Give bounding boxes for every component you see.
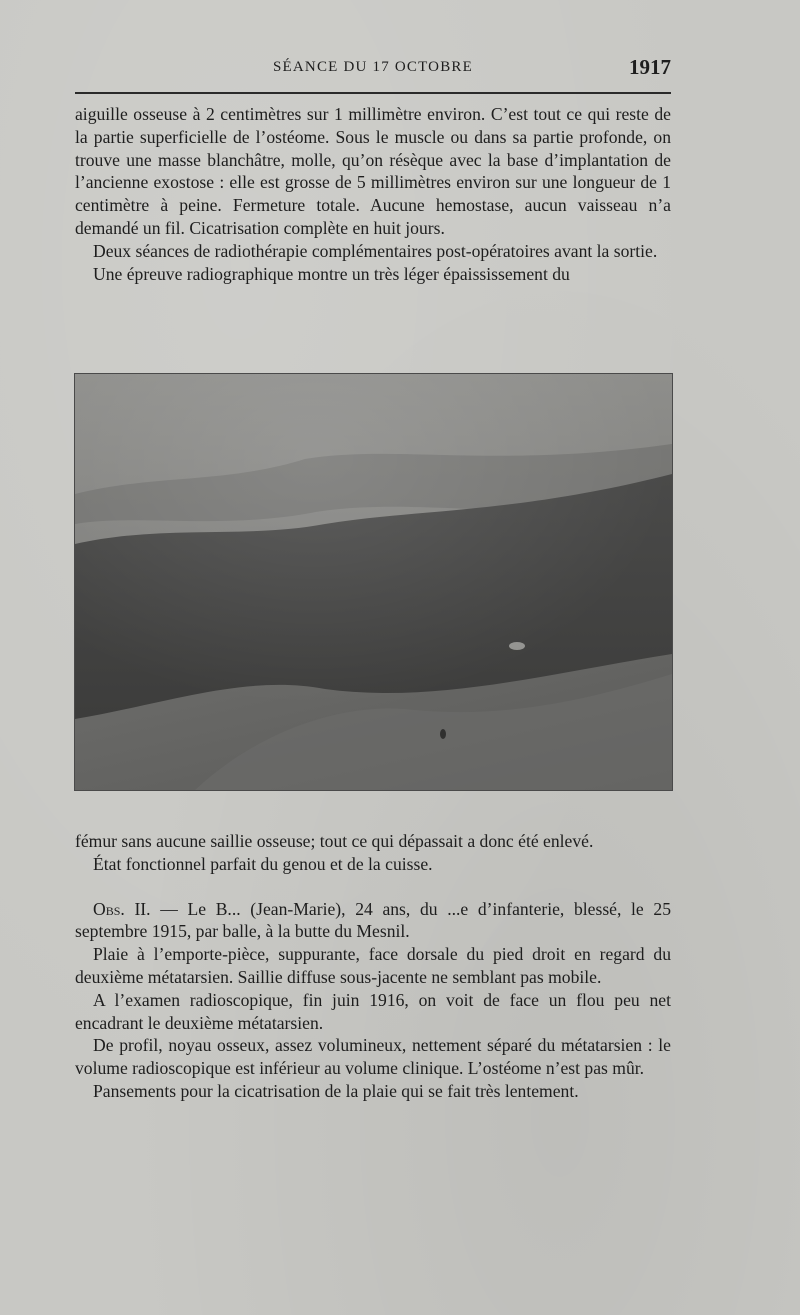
paragraph: Pansements pour la cicatrisation de la plaie qui se fait très lentement.	[93, 1080, 579, 1101]
radiograph-figure	[74, 373, 673, 791]
paragraph: A l’examen radioscopique, fin juin 1916, on voit de face un flou peu net encadrant le deuxième métatarsien.	[75, 989, 671, 1033]
text-block-top	[75, 103, 671, 285]
observation-label: Obs. II.	[93, 898, 151, 919]
radiograph-image	[75, 374, 672, 790]
running-title: SÉANCE DU 17 OCTOBRE	[273, 59, 473, 75]
text-block-bottom	[75, 830, 671, 1103]
paragraph: Une épreuve radiographique montre un très léger épaississement du	[93, 263, 570, 284]
paragraph: aiguille osseuse à 2 centimètres sur 1 millimètre environ. C’est tout ce qui reste de la partie superficielle de l’ostéome. Sous le muscle ou dans sa partie profonde, on trouve une masse blanchâtre, molle, qu’on résèque avec la base d’implantation de l’ancienne exostose : elle est grosse de 5 millimètres environ sur une longueur de 1 centimètre à peine. Fermeture totale. Aucune hemostase, aucun vaisseau n’a demandé un fil. Cicatrisation complète en huit jours.	[75, 104, 671, 238]
paragraph: Plaie à l’emporte-pièce, suppurante, face dorsale du pied droit en regard du deuxième métatarsien. Saillie diffuse sous-jacente ne semblant pas mobile.	[75, 944, 671, 987]
observation-text: — Le B... (Jean-Marie), 24 ans, du ...e d’infanterie, blessé, le 25 septembre 1915, par balle, à la butte du Mesnil.	[75, 898, 671, 942]
header-rule	[75, 92, 671, 94]
running-head	[75, 55, 671, 85]
paragraph: État fonctionnel parfait du genou et de la cuisse.	[93, 853, 433, 874]
paragraph: De profil, noyau osseux, assez volumineux, nettement séparé du métatarsien : le volume radioscopique est inférieur au volume clinique. L’ostéome n’est pas mûr.	[75, 1035, 671, 1079]
paragraph: Deux séances de radiothérapie complémentaires post-opératoires avant la sortie.	[93, 240, 658, 261]
observation-paragraph	[75, 898, 671, 944]
page-number: 1917	[629, 55, 671, 79]
paragraph: fémur sans aucune saillie osseuse; tout ce qui dépassait a donc été enlevé.	[75, 831, 594, 851]
